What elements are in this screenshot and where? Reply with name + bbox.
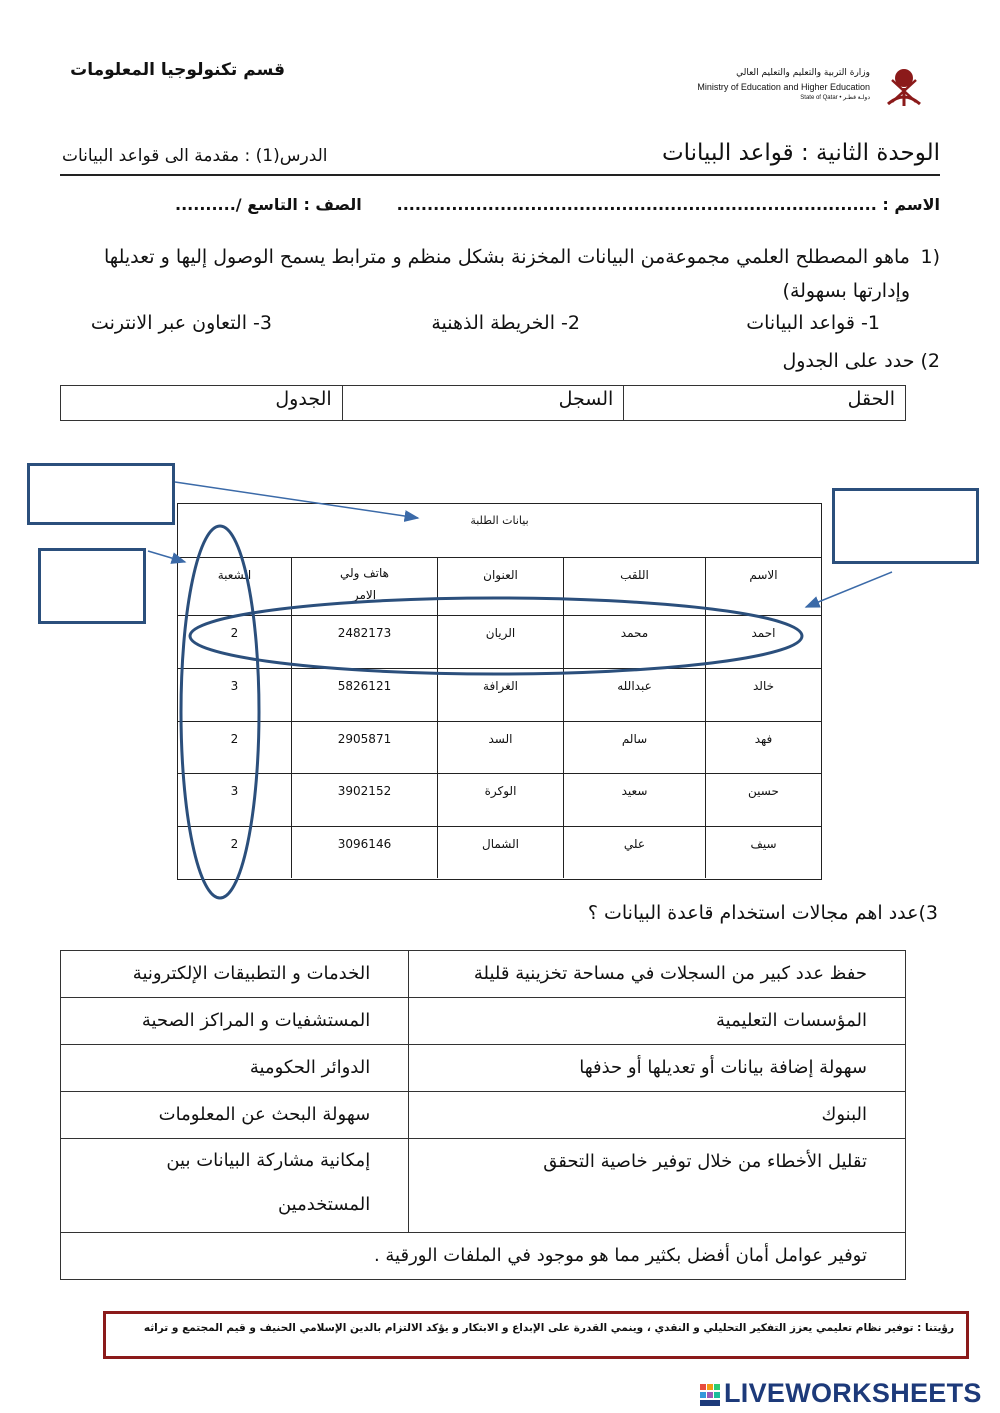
table-cell: تقليل الأخطاء من خلال توفير خاصية التحقق (408, 1139, 905, 1232)
header-cell: العنوان (437, 558, 563, 615)
answer-box-field[interactable] (38, 548, 146, 624)
state-of-qatar: State of Qatar • دولـة قطـر (800, 95, 870, 101)
liveworksheets-brand (700, 1378, 995, 1412)
table-cell: سهولة إضافة بيانات أو تعديلها أو حذفها (408, 1045, 905, 1091)
table-cell: محمد (563, 616, 705, 668)
question-2-text: 2) حدد على الجدول (782, 350, 940, 372)
table-cell: البنوك (408, 1092, 905, 1138)
table-row (178, 774, 821, 827)
question-1-number: 1) (920, 246, 940, 268)
answer-box-record[interactable] (832, 488, 979, 564)
table-cell: خالد (705, 669, 821, 721)
unit-title: الوحدة الثانية : قواعد البيانات (661, 140, 940, 166)
department-title: قسم تكنولوجيا المعلومات (70, 60, 285, 80)
table-cell: السد (437, 722, 563, 773)
qatar-emblem-icon (878, 60, 930, 112)
option-1[interactable]: 1- قواعد البيانات (746, 312, 880, 334)
option-3[interactable]: 3- التعاون عبر الانترنت (90, 312, 272, 334)
answer-box-table[interactable] (27, 463, 175, 525)
table-cell: 3902152 (291, 774, 437, 826)
table-row (61, 951, 905, 998)
table-cell: علي (563, 827, 705, 878)
table-row (61, 1092, 905, 1139)
header-cell: هاتف ولي الامر (291, 558, 437, 615)
ministry-logo (690, 60, 930, 112)
table-cell: 2905871 (291, 722, 437, 773)
option-2[interactable]: 2- الخريطة الذهنية (431, 312, 580, 334)
table-cell: سالم (563, 722, 705, 773)
table-cell: 3 (230, 784, 239, 798)
header-cell: الشعبة (217, 568, 252, 582)
table-cell: فهد (705, 722, 821, 773)
table-cell: المستشفيات و المراكز الصحية (141, 1010, 371, 1031)
table-cell: إمكانية مشاركة البيانات بين المستخدمين (166, 1150, 371, 1215)
students-table (177, 503, 822, 880)
table-cell: 3096146 (291, 827, 437, 878)
table-cell: سعيد (563, 774, 705, 826)
lesson-title: الدرس(1) : مقدمة الى قواعد البيانات (62, 146, 328, 166)
liveworksheets-logo-icon (700, 1384, 720, 1406)
name-field[interactable]: الاسم : ............................................................................... (396, 195, 940, 214)
table-cell: حفظ عدد كبير من السجلات في مساحة تخزينية قليلة (408, 951, 905, 997)
table-cell: توفير عوامل أمان أفضل بكثير مما هو موجود في الملفات الورقية . (373, 1245, 867, 1266)
table-row (61, 998, 905, 1045)
table-cell: 2 (230, 732, 239, 746)
table-cell: احمد (705, 616, 821, 668)
table-cell: الدوائر الحكومية (249, 1057, 371, 1078)
table-cell: سيف (705, 827, 821, 878)
title-line (60, 140, 940, 176)
ministry-name-arabic: وزارة التربية والتعليم والتعليم العالي (736, 68, 870, 78)
table-cell: الغرافة (437, 669, 563, 721)
term-field-cell[interactable]: الحقل (623, 386, 905, 420)
table-row (178, 827, 821, 878)
uses-table (60, 950, 906, 1280)
table-row (61, 1139, 905, 1233)
terms-table (60, 385, 906, 421)
class-field[interactable]: الصف : التاسع /.......... (175, 195, 362, 214)
table-cell: 2 (230, 837, 239, 851)
question-1-text: ماهو المصطلح العلمي مجموعةمن البيانات المخزنة بشكل منظم و مترابط يسمح الوصول إليها و تعديلها وإدارتها بسهولة) (104, 246, 910, 302)
brand-name: LIVEWORKSHEETS (724, 1378, 982, 1408)
header-cell: الاسم (705, 558, 821, 615)
table-row (61, 1045, 905, 1092)
table-cell: المؤسسات التعليمية (408, 998, 905, 1044)
table-row (178, 616, 821, 669)
table-cell: 2 (230, 626, 239, 640)
term-record-cell[interactable]: السجل (342, 386, 624, 420)
students-table-caption: بيانات الطلبة (178, 504, 821, 558)
table-cell: عبدالله (563, 669, 705, 721)
header-cell: اللقب (563, 558, 705, 615)
table-cell: حسين (705, 774, 821, 826)
table-row (61, 1233, 905, 1279)
table-cell: الوكرة (437, 774, 563, 826)
question-3-text: 3)عدد اهم مجالات استخدام قاعدة البيانات ؟ (587, 902, 938, 924)
table-row (178, 722, 821, 774)
vision-statement: رؤيتنا : توفير نظام تعليمي يعزز التفكير التحليلي و النقدي ، وينمي القدرة على الإبداع و الابتكار و يؤكد الالتزام بالدين الإسلامي الحنيف و قيم المجتمع و تراثه (103, 1311, 969, 1359)
table-cell: 2482173 (291, 616, 437, 668)
students-header-row (178, 558, 821, 616)
table-cell: 3 (230, 679, 239, 693)
table-row (178, 669, 821, 722)
table-cell: الريان (437, 616, 563, 668)
ministry-name-english: Ministry of Education and Higher Education (697, 82, 870, 92)
table-cell: سهولة البحث عن المعلومات (158, 1104, 371, 1125)
table-cell: 5826121 (291, 669, 437, 721)
term-table-cell[interactable]: الجدول (275, 388, 332, 410)
table-cell: الشمال (437, 827, 563, 878)
table-cell: الخدمات و التطبيقات الإلكترونية (132, 963, 371, 984)
